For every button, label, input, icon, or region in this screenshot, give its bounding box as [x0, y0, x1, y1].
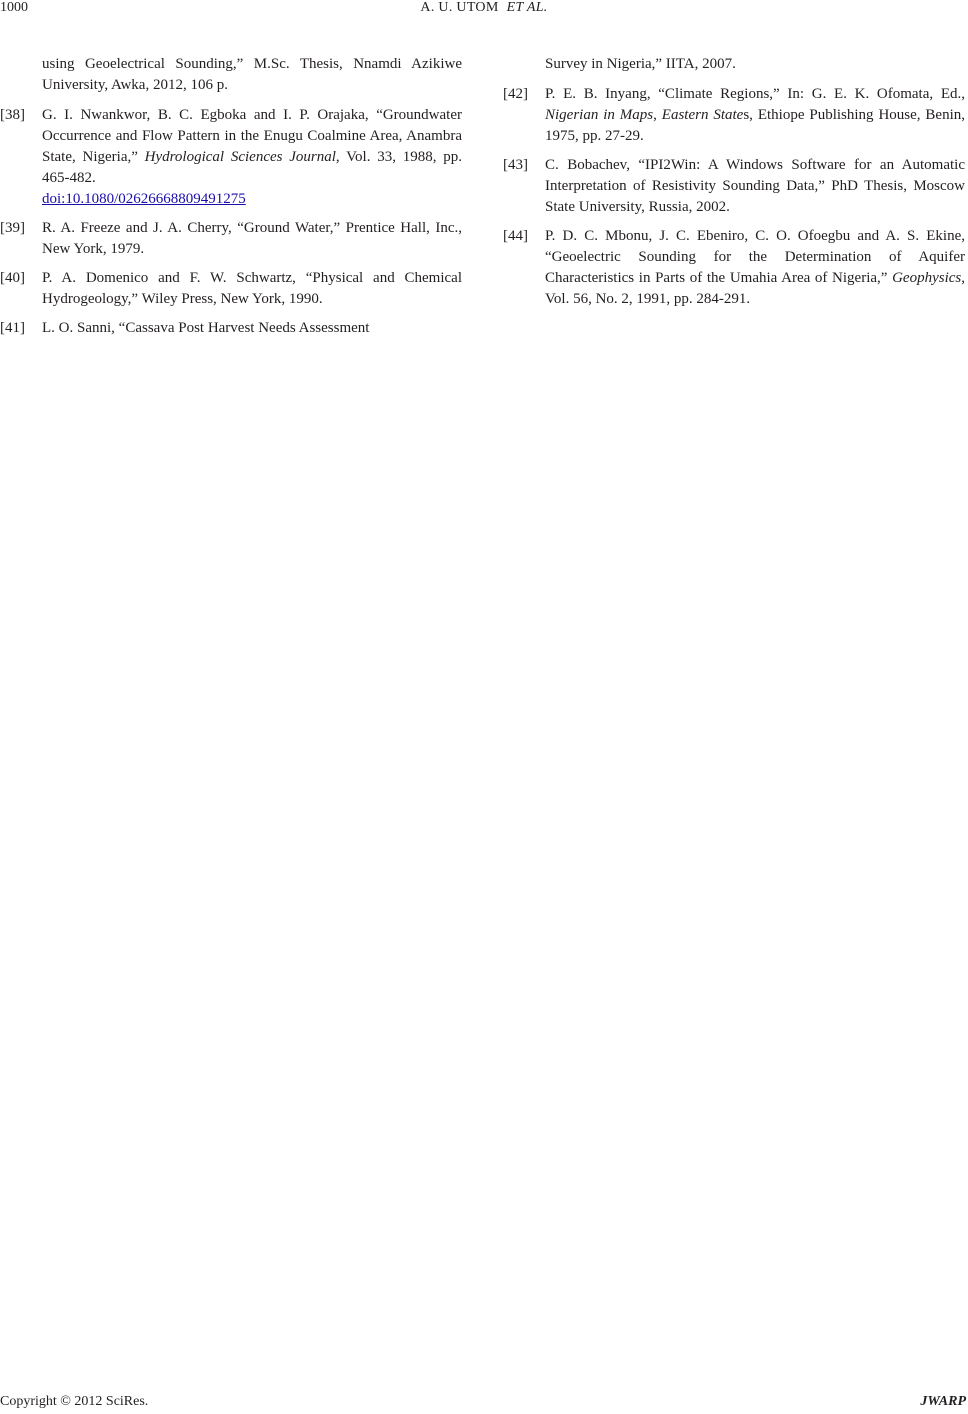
reference-number: [39] [0, 220, 25, 236]
reference-40 [0, 268, 462, 310]
reference-book-title: Nigerian in Maps [545, 107, 654, 123]
reference-41 [0, 318, 462, 339]
reference-separator: , [653, 107, 662, 123]
copyright-notice: Copyright © 2012 SciRes. [0, 1394, 149, 1409]
reference-43 [503, 155, 965, 218]
running-title-etal: ET AL. [506, 0, 548, 15]
page-header [0, 0, 968, 20]
reference-number: [38] [0, 107, 25, 123]
reference-38 [0, 105, 462, 210]
journal-abbreviation: JWARP [920, 1394, 966, 1409]
reference-number: [44] [503, 228, 528, 244]
reference-42 [503, 84, 965, 147]
reference-text: C. Bobachev, “IPI2Win: A Windows Software for an Automatic Interpretation of Resistivity Sounding Data,” PhD Thesis, Moscow State University, Russia, 2002. [545, 157, 965, 215]
reference-chapter-title: Eastern State [661, 107, 744, 123]
page-number: 1000 [0, 0, 28, 15]
reference-number: [40] [0, 270, 25, 286]
reference-text: P. E. B. Inyang, “Climate Regions,” In: G. E. K. Ofomata, Ed., [545, 86, 965, 102]
reference-text: G. I. Nwankwor, B. C. Egboka and I. P. Orajaka, “Groundwater Occurrence and Flow Pattern in the Enugu Coalmine Area, Anambra State, Nigeria,” [42, 107, 462, 165]
reference-text: P. A. Domenico and F. W. Schwartz, “Physical and Chemical Hydrogeology,” Wiley Press, New York, 1990. [42, 270, 462, 307]
reference-number: [43] [503, 157, 528, 173]
running-title [0, 0, 968, 16]
reference-text: R. A. Freeze and J. A. Cherry, “Ground Water,” Prentice Hall, Inc., New York, 1979. [42, 220, 462, 257]
reference-number: [42] [503, 86, 528, 102]
right-column [503, 54, 965, 318]
running-title-authors: A. U. UTOM [420, 0, 499, 15]
reference-details: , Vol. 33, 1988, pp. 465-482. [42, 149, 462, 186]
doi-link[interactable]: doi:10.1080/02626668809491275 [42, 191, 246, 207]
left-column [0, 54, 462, 347]
reference-39 [0, 218, 462, 260]
reference-journal: Geophysics [892, 270, 962, 286]
reference-text: L. O. Sanni, “Cassava Post Harvest Needs Assessment [42, 320, 370, 336]
reference-continuation: Survey in Nigeria,” IITA, 2007. [545, 56, 736, 72]
reference-details: , Vol. 56, No. 2, 1991, pp. 284-291. [545, 270, 965, 307]
reference-continuation: using Geoelectrical Sounding,” M.Sc. Thesis, Nnamdi Azikiwe University, Awka, 2012, 106 p. [42, 56, 462, 93]
reference-details: s, Ethiope Publishing House, Benin, 1975, pp. 27-29. [545, 107, 966, 144]
reference-text: P. D. C. Mbonu, J. C. Ebeniro, C. O. Ofoegbu and A. S. Ekine, “Geoelectric Sounding for the Determination of Aquifer Characteristics in Parts of the Umahia Area of Nigeria,” [545, 228, 965, 286]
reference-journal: Hydrological Sciences Journal [144, 149, 336, 165]
reference-number: [41] [0, 320, 25, 336]
reference-44 [503, 226, 965, 310]
